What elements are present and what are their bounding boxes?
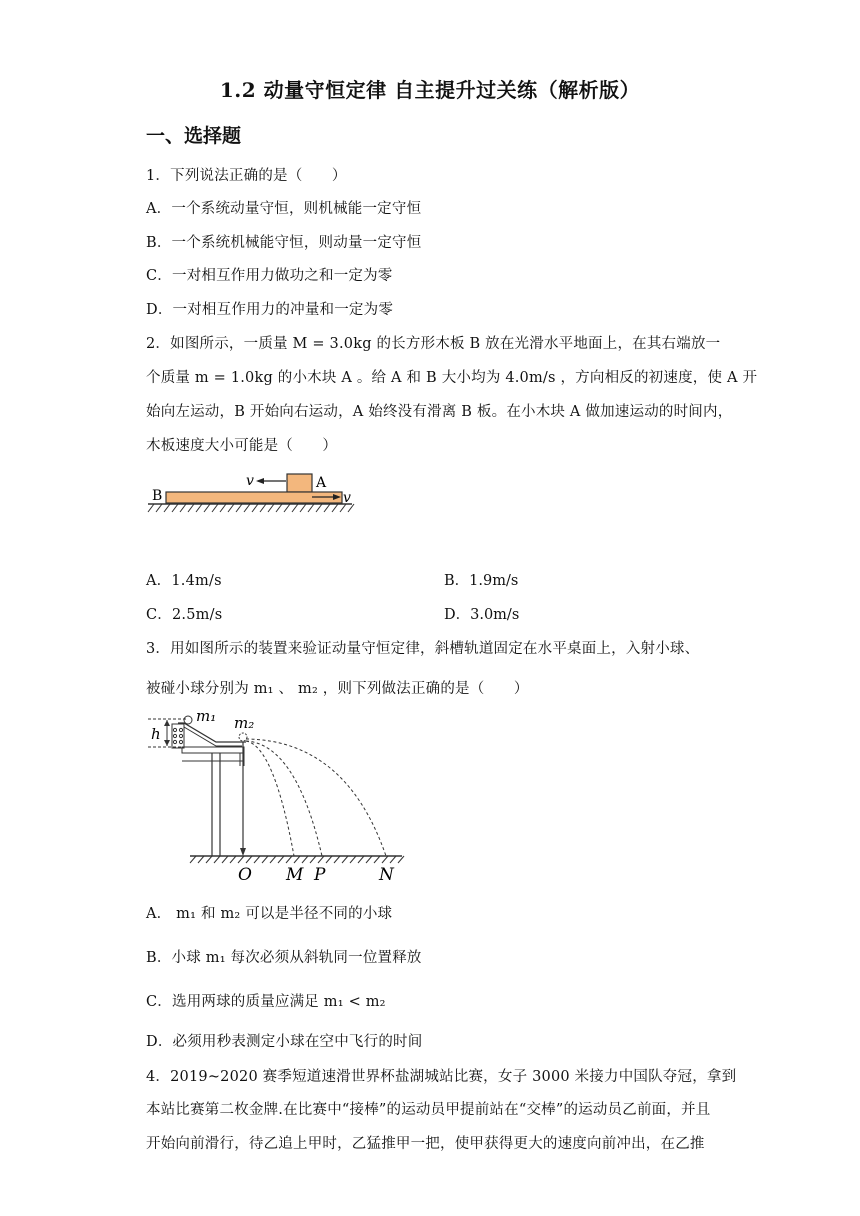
q3-option-d: D．必须用秒表测定小球在空中飞行的时间 [146, 1034, 423, 1050]
q1-stem: 1．下列说法正确的是（ ） [146, 168, 347, 184]
q3-option-a: A． m₁ 和 m₂ 可以是半径不同的小球 [146, 906, 393, 922]
q4-stem-line3: 开始向前滑行，待乙追上甲时，乙猛推甲一把，使甲获得更大的速度向前冲出，在乙推 [146, 1136, 705, 1152]
q3-stem-line1: 3．用如图所示的装置来验证动量守恒定律，斜槽轨道固定在水平桌面上，入射小球、 [146, 641, 700, 657]
q2-option-c: C．2.5m/s [146, 607, 223, 623]
label-n: N [379, 865, 394, 885]
label-m: M [286, 865, 304, 885]
floor-hatching [190, 856, 404, 863]
q1-option-b: B．一个系统机械能守恒，则动量一定守恒 [146, 235, 422, 251]
label-m2: m₂ [234, 714, 255, 732]
q2-board-block-figure [146, 466, 356, 522]
q2-stem-line1: 2．如图所示，一质量 M = 3.0kg 的长方形木板 B 放在光滑水平地面上，在其右端放一 [146, 336, 721, 352]
q1-option-d: D．一对相互作用力的冲量和一定为零 [146, 302, 394, 318]
q3-option-c: C．选用两球的质量应满足 m₁ < m₂ [146, 994, 386, 1010]
ball-m2 [239, 733, 247, 741]
label-p: P [314, 865, 326, 885]
label-o: O [238, 865, 252, 885]
q2-option-a: A．1.4m/s [146, 573, 222, 589]
label-v-right: v [343, 490, 351, 506]
ball-m1 [184, 716, 192, 724]
label-v-top: v [246, 473, 254, 489]
ground-hatching [148, 504, 354, 512]
q2-stem-line3: 始向左运动，B 开始向右运动，A 始终没有滑离 B 板。在小木块 A 做加速运动的时间内， [146, 404, 733, 420]
trajectory-p [246, 741, 322, 856]
table-top [182, 747, 244, 753]
q4-stem-line1: 4．2019~2020 赛季短道速滑世界杯盐湖城站比赛，女子 3000 米接力中国队夺冠，拿到 [146, 1069, 737, 1085]
q1-option-c: C．一对相互作用力做功之和一定为零 [146, 268, 393, 284]
label-a: A [316, 475, 327, 491]
label-m1: m₁ [196, 707, 217, 725]
q4-stem-line2: 本站比赛第二枚金牌.在比赛中“接棒”的运动员甲提前站在“交棒”的运动员乙前面，并且 [146, 1102, 711, 1118]
arrow-head-left [256, 478, 264, 484]
q1-option-a: A．一个系统动量守恒，则机械能一定守恒 [146, 201, 422, 217]
label-b: B [152, 488, 163, 504]
q3-option-b: B．小球 m₁ 每次必须从斜轨同一位置释放 [146, 950, 422, 966]
q3-collision-apparatus-figure [146, 706, 406, 886]
block-a [287, 474, 312, 492]
label-h: h [151, 725, 161, 743]
q2-stem-line4: 木板速度大小可能是（ ） [146, 438, 338, 454]
q2-stem-line2: 个质量 m = 1.0kg 的小木块 A 。给 A 和 B 大小均为 4.0m/s ，方向相反的初速度，使 A 开 [146, 370, 758, 386]
trajectory-m [246, 741, 294, 856]
page-title: 1.2 动量守恒定律 自主提升过关练（解析版） [219, 78, 641, 102]
section-heading: 一、选择题 [146, 125, 242, 147]
q2-option-b: B．1.9m/s [444, 573, 519, 589]
q2-option-d: D．3.0m/s [444, 607, 520, 623]
trajectory-n [246, 739, 386, 856]
q3-stem-line2: 被碰小球分别为 m₁ 、 m₂ ，则下列做法正确的是（ ） [146, 681, 529, 697]
